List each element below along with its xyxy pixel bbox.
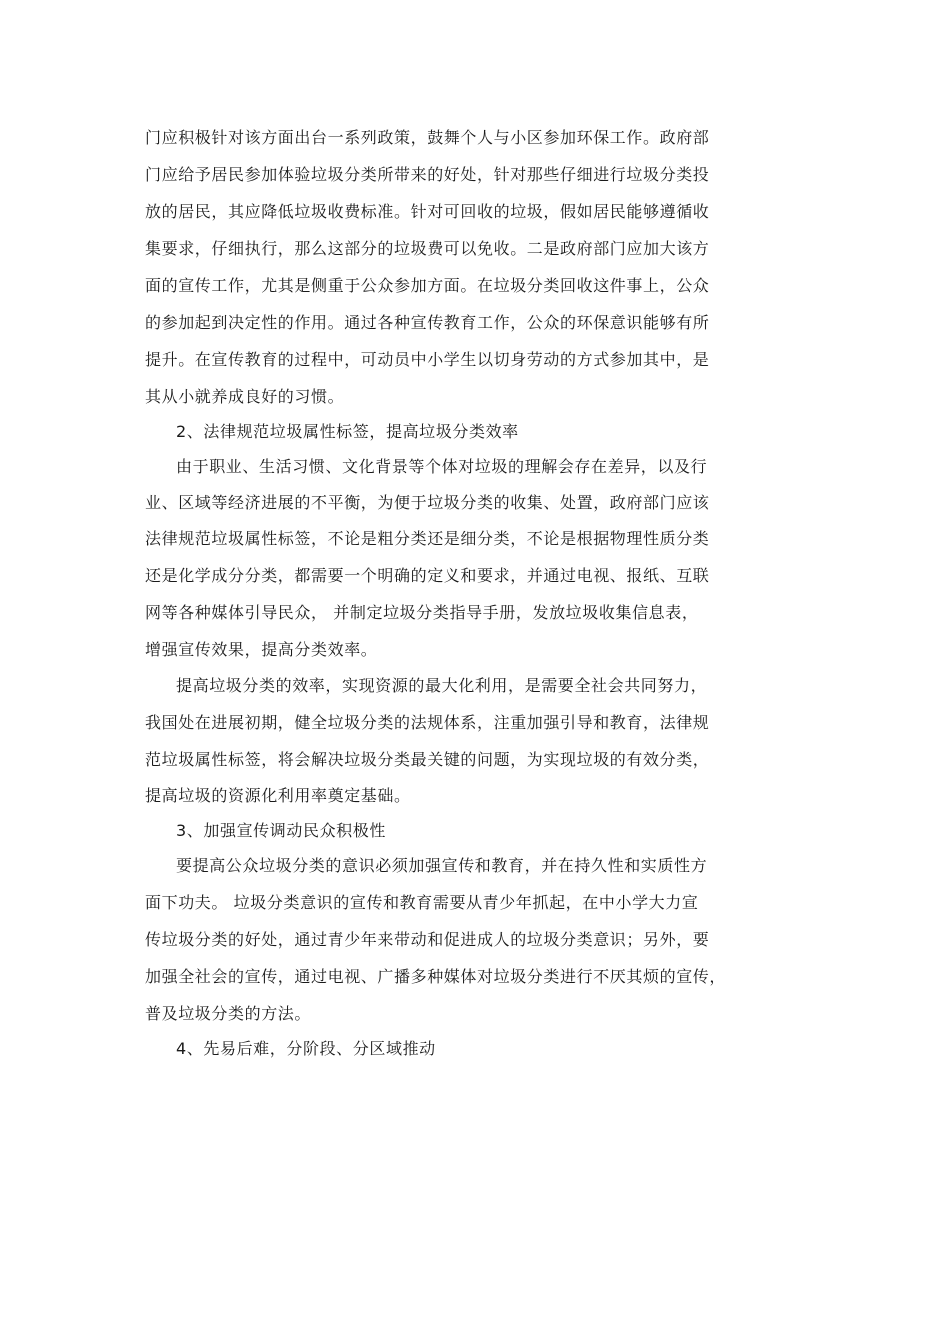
- text-line: 面的宣传工作，尤其是侧重于公众参加方面。在垃圾分类回收这件事上，公众: [145, 276, 710, 295]
- section-heading: 4、先易后难，分阶段、分区域推动: [176, 1039, 436, 1058]
- text-line: 门应给予居民参加体验垃圾分类所带来的好处，针对那些仔细进行垃圾分类投: [145, 165, 710, 184]
- text-line: 我国处在进展初期，健全垃圾分类的法规体系，注重加强引导和教育，法律规: [145, 713, 710, 732]
- text-line: 提升。在宣传教育的过程中，可动员中小学生以切身劳动的方式参加其中，是: [145, 350, 710, 369]
- text-line: 业、区域等经济进展的不平衡，为便于垃圾分类的收集、处置，政府部门应该: [145, 493, 710, 512]
- text-line: 提高垃圾分类的效率，实现资源的最大化利用，是需要全社会共同努力，: [176, 676, 708, 695]
- text-line: 门应积极针对该方面出台一系列政策，鼓舞个人与小区参加环保工作。政府部: [145, 128, 710, 147]
- text-line: 集要求，仔细执行，那么这部分的垃圾费可以免收。二是政府部门应加大该方: [145, 239, 710, 258]
- text-line: 范垃圾属性标签，将会解决垃圾分类最关键的问题，为实现垃圾的有效分类，: [145, 750, 710, 769]
- text-line: 其从小就养成良好的习惯。: [145, 387, 345, 406]
- text-line: 传垃圾分类的好处，通过青少年来带动和促进成人的垃圾分类意识；另外，要: [145, 930, 710, 949]
- text-line: 放的居民，其应降低垃圾收费标准。针对可回收的垃圾，假如居民能够遵循收: [145, 202, 710, 221]
- text-line: 网等各种媒体引导民众， 并制定垃圾分类指导手册，发放垃圾收集信息表，: [145, 603, 699, 622]
- text-line: 普及垃圾分类的方法。: [145, 1004, 312, 1023]
- text-line: 由于职业、生活习惯、文化背景等个体对垃圾的理解会存在差异，以及行: [176, 457, 708, 476]
- text-line: 法律规范垃圾属性标签，不论是粗分类还是细分类，不论是根据物理性质分类: [145, 529, 710, 548]
- text-line: 还是化学成分分类，都需要一个明确的定义和要求，并通过电视、报纸、互联: [145, 566, 710, 585]
- text-line: 的参加起到决定性的作用。通过各种宣传教育工作，公众的环保意识能够有所: [145, 313, 710, 332]
- section-heading: 3、加强宣传调动民众积极性: [176, 821, 386, 840]
- text-line: 增强宣传效果，提高分类效率。: [145, 640, 378, 659]
- section-heading: 2、法律规范垃圾属性标签，提高垃圾分类效率: [176, 422, 519, 441]
- text-line: 提高垃圾的资源化利用率奠定基础。: [145, 786, 411, 805]
- text-line: 面下功夫。 垃圾分类意识的宣传和教育需要从青少年抓起，在中小学大力宣: [145, 893, 699, 912]
- text-line: 加强全社会的宣传，通过电视、广播多种媒体对垃圾分类进行不厌其烦的宣传，: [145, 967, 727, 986]
- text-line: 要提高公众垃圾分类的意识必须加强宣传和教育，并在持久性和实质性方: [176, 856, 708, 875]
